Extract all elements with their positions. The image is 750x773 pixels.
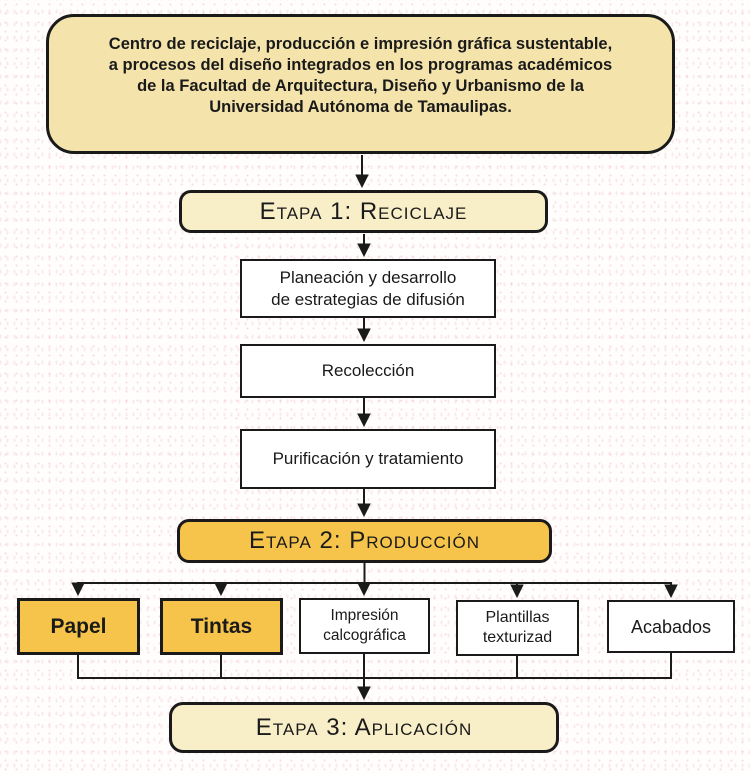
branch-box-tintas (160, 598, 283, 655)
branch-label: Acabados (630, 616, 712, 637)
stage-box-etapa3-aplicacion (169, 702, 559, 753)
title-line: a procesos del diseño integrados en los programas académicos (108, 56, 613, 74)
branch-label-line: texturizad (482, 629, 553, 646)
title-line: de la Facultad de Arquitectura, Diseño y Urbanismo de la (137, 77, 584, 95)
distributor-lines (77, 562, 672, 596)
branch-box-impresion-calcografica (299, 598, 430, 654)
step-label-line: Recolección (321, 361, 415, 380)
branch-box-acabados (607, 600, 735, 653)
branch-label: Tintas (190, 614, 253, 638)
step-box-planeacion (240, 259, 496, 318)
step-box-purificacion (240, 429, 496, 489)
branch-label: Papel (50, 614, 107, 638)
stage-label: Etapa 3: Aplicación (255, 713, 473, 741)
step-box-recoleccion (240, 344, 496, 398)
stage-label: Etapa 2: Producción (248, 527, 481, 554)
stage-box-etapa2-produccion (177, 519, 552, 563)
stage-label: Etapa 1: Reciclaje (259, 197, 468, 225)
branch-box-plantillas-texturizad (456, 600, 579, 656)
step-label-line: Planeación y desarrollo (279, 267, 457, 287)
collector-lines (77, 653, 672, 698)
branch-label-line: calcográfica (323, 627, 406, 644)
title-line: Universidad Autónoma de Tamaulipas. (209, 98, 512, 116)
step-label-line: de estrategias de difusión (271, 289, 465, 309)
title-box (46, 14, 675, 154)
branch-label-line: Plantillas (485, 609, 550, 626)
branch-box-papel (17, 598, 140, 655)
title-line: Centro de reciclaje, producción e impresión gráfica sustentable, (108, 35, 613, 53)
stage-box-etapa1-reciclaje (179, 190, 548, 233)
step-label-line: Purificación y tratamiento (272, 449, 464, 468)
branch-label-line: Impresión (330, 607, 399, 624)
